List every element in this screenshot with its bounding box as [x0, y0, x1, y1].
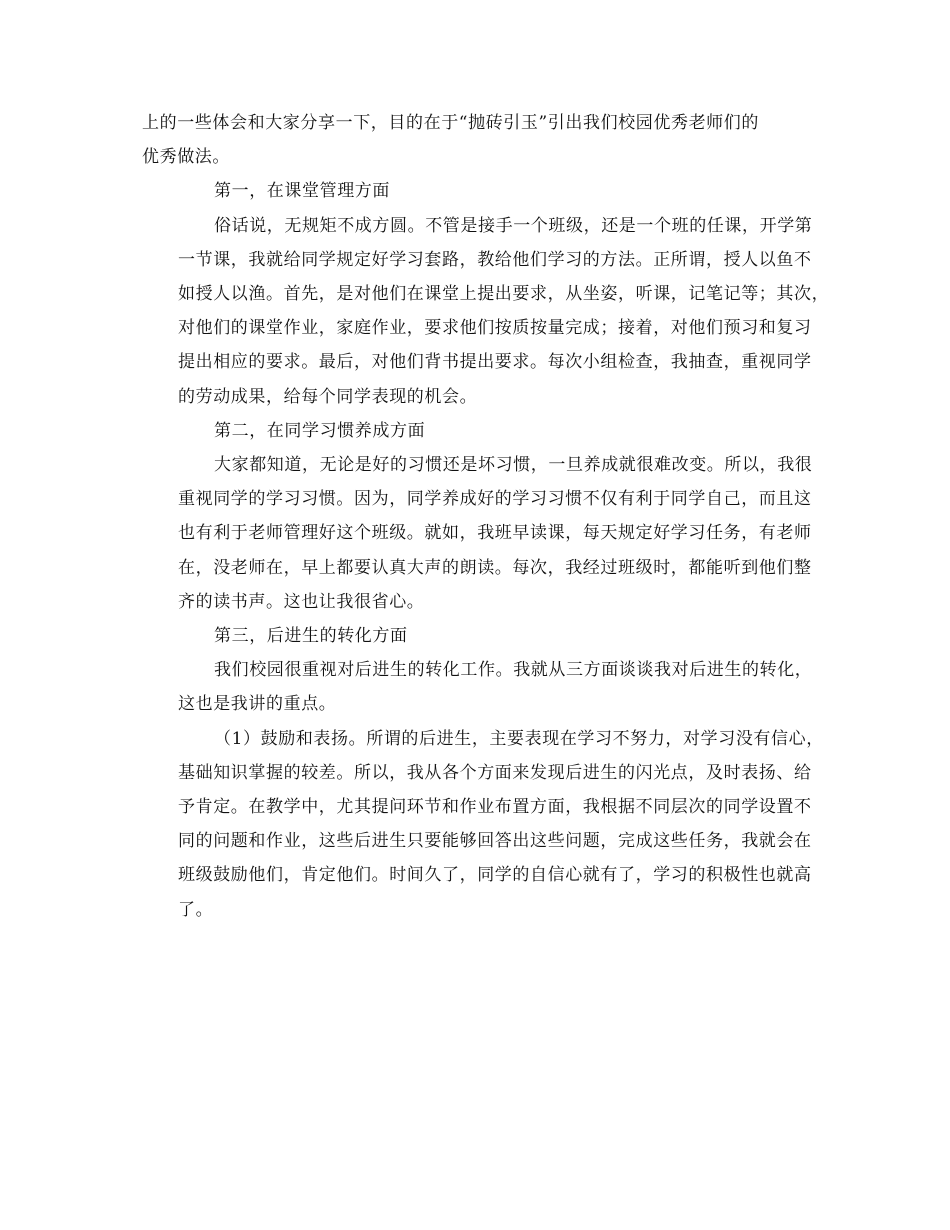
text-line: 了。	[178, 899, 214, 920]
paragraph-classroom-management	[142, 209, 830, 414]
paragraph-struggling-students-intro	[142, 653, 826, 721]
text-line: 俗话说，无规矩不成方圆。不管是接手一个班级，还是一个班的任课，开学第	[214, 215, 813, 236]
text-line: 这也是我讲的重点。	[178, 694, 337, 715]
paragraph-study-habits	[142, 448, 826, 619]
section-heading-struggling-students	[142, 619, 826, 653]
section-heading-study-habits	[142, 414, 826, 448]
document-body	[142, 106, 830, 927]
text-line: 也有利于老师管理好这个班级。就如，我班早读课，每天规定好学习任务，有老师	[178, 523, 812, 544]
text-line: 对他们的课堂作业，家庭作业，要求他们按质按量完成；接着，对他们预习和复习	[178, 318, 812, 339]
heading-text: 第三，后进生的转化方面	[214, 626, 408, 647]
paragraph-continued-intro	[142, 106, 826, 174]
text-line: 如授人以渔。首先，是对他们在课堂上提出要求，从坐姿，听课，记笔记等；其次，	[178, 284, 830, 305]
text-line: 齐的读书声。这也让我很省心。	[178, 591, 425, 612]
text-line: 在，没老师在，早上都要认真大声的朗读。每次，我经过班级时，都能听到他们整	[178, 557, 812, 578]
heading-text: 第一，在课堂管理方面	[214, 181, 390, 202]
text-line: 一节课，我就给同学规定好学习套路，教给他们学习的方法。正所谓，授人以鱼不	[178, 249, 812, 270]
text-line: 班级鼓励他们，肯定他们。时间久了，同学的自信心就有了，学习的积极性也就高	[178, 865, 812, 886]
text-line: 我们校园很重视对后进生的转化工作。我就从三方面谈谈我对后进生的转化，	[214, 660, 813, 681]
text-line: （1）鼓励和表扬。所谓的后进生，主要表现在学习不努力，对学习没有信心，	[214, 728, 824, 749]
text-line: 上的一些体会和大家分享一下，目的在于“抛砖引玉”引出我们校园优秀老师们的	[142, 113, 759, 133]
text-line: 优秀做法。	[142, 147, 230, 168]
heading-text: 第二，在同学习惯养成方面	[214, 420, 426, 441]
text-line: 提出相应的要求。最后，对他们背书提出要求。每次小组检查，我抽查，重视同学	[178, 352, 812, 373]
paragraph-encouragement-praise	[142, 722, 826, 927]
text-line: 予肯定。在教学中，尤其提问环节和作业布置方面，我根据不同层次的同学设置不	[178, 797, 812, 818]
text-line: 的劳动成果，给每个同学表现的机会。	[178, 386, 478, 407]
text-line: 大家都知道，无论是好的习惯还是坏习惯，一旦养成就很难改变。所以，我很	[214, 455, 813, 476]
text-line: 重视同学的学习习惯。因为，同学养成好的学习习惯不仅有利于同学自己，而且这	[178, 489, 812, 510]
text-line: 同的问题和作业，这些后进生只要能够回答出这些问题，完成这些任务，我就会在	[178, 831, 812, 852]
section-heading-classroom-management	[142, 174, 826, 208]
text-line: 基础知识掌握的较差。所以，我从各个方面来发现后进生的闪光点，及时表扬、给	[178, 762, 812, 783]
